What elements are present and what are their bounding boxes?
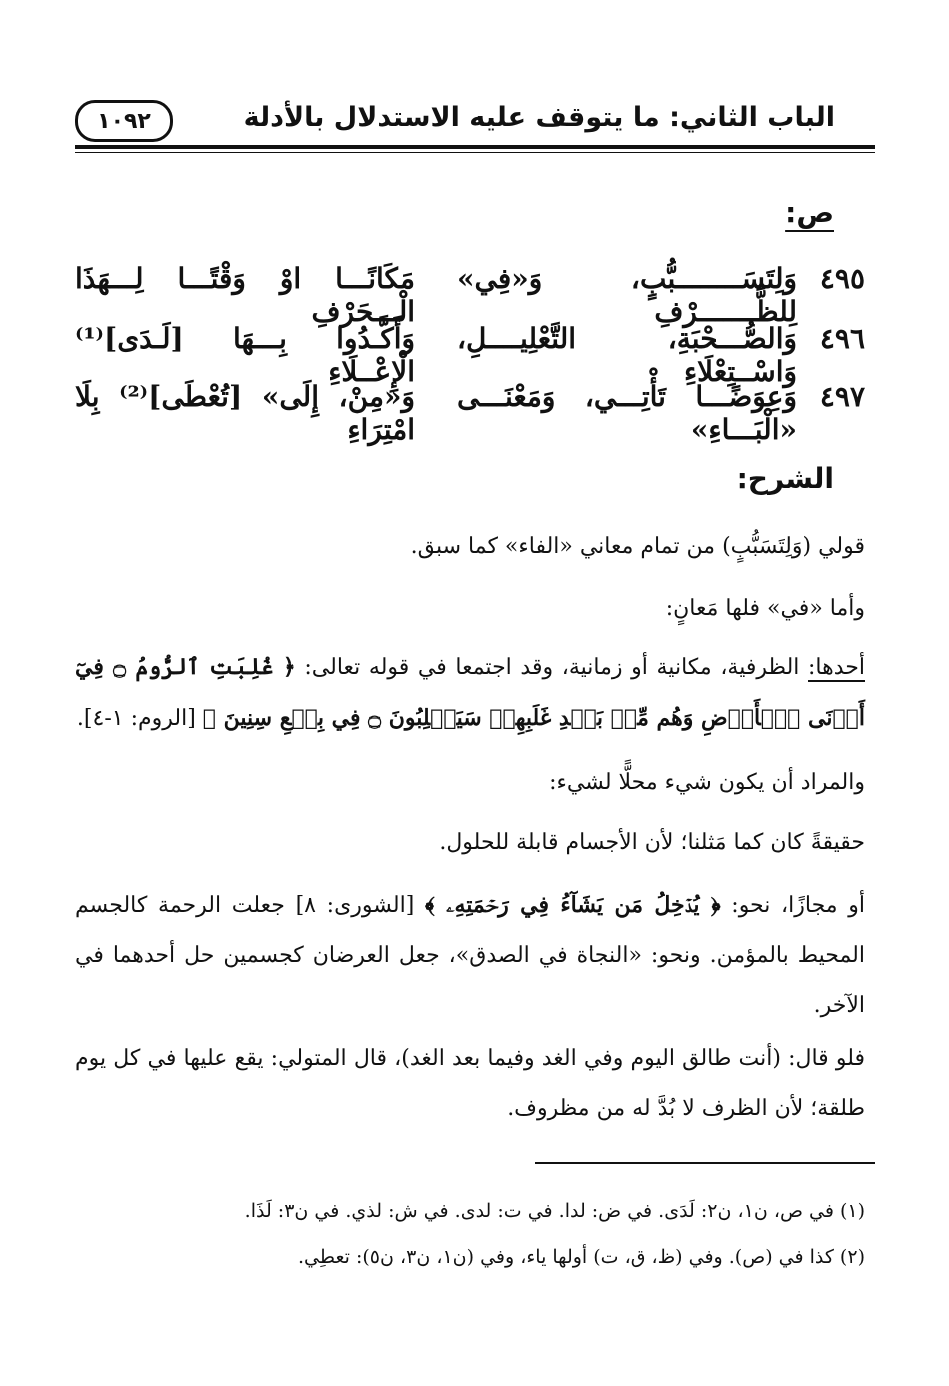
verse-line — [75, 322, 865, 388]
verse-second-hemistich: وَأَكَّـدُوا بِـــهَا [لَـدَى]⁽¹⁾ الْإِعْــلَاءِ — [75, 322, 415, 388]
header-rule-thick — [75, 145, 875, 149]
page-number: ١٠٩٢ — [75, 100, 173, 142]
footnote: (١) في ص، ن١، ن٢: لَدَى. في ض: لدا. في ت: لدى. في ش: لذي. في ن٣: لَذَا. — [244, 1200, 865, 1222]
verse-first-hemistich: وَالصُّـــحْبَةِ، التَّعْلِيــــلِ، وَاسْــتِعْلَاءِ — [457, 322, 797, 388]
verse-second-hemistich: مَكَانًـــا اوْ وَقْتًـــا لِـــهَذَا الْـــحَرْفِ — [75, 262, 415, 328]
paragraph — [75, 880, 865, 1031]
verse-second-hemistich: وَ«مِنْ، إِلَى» [تُعْطَى]⁽²⁾ بِلَا امْتِرَاءِ — [75, 380, 415, 446]
quran-reference: [الروم: ١-٤]. — [76, 706, 203, 731]
verse-number: ٤٩٧ — [819, 380, 865, 413]
verse-first-hemistich: وَعِوَضًـــا تَأْتِـــي، وَمَعْنَـــى «الْبَـــاءِ» — [457, 380, 797, 446]
paragraph — [75, 642, 865, 744]
paragraph-text: [الشورى: ٨] جعلت الرحمة كالجسم المحيط بالمؤمن. ونحو: «النجاة في الصدق»، جعل العرضان كجسمين حل أحدهما في الآخر. — [75, 893, 865, 1018]
quran-quote: ﴿ يُدۡخِلُ مَن يَشَآءُ فِي رَحۡمَتِهِۦ ﴾ — [425, 892, 721, 918]
paragraph-text: أو مجازًا، نحو: — [720, 893, 866, 918]
header-rule-thin — [75, 152, 875, 153]
verse-number: ٤٩٥ — [819, 262, 865, 295]
footnote-separator — [535, 1162, 875, 1164]
paragraph: والمراد أن يكون شيء محلًّا لشيء: — [549, 770, 865, 795]
verse-line — [75, 380, 865, 446]
sharh-label: الشرح: — [736, 462, 834, 495]
running-title: الباب الثاني: ما يتوقف عليه الاستدلال بالأدلة — [243, 102, 835, 133]
verse-first-hemistich: وَلِتَسَــــــــبُّبٍ، وَ«فِي» لِلظَّـــــــرْفِ — [457, 262, 797, 328]
paragraph-text: الظرفية، مكانية أو زمانية، وقد اجتمعا في قوله تعالى: — [295, 655, 809, 680]
footnote: (٢) كذا في (ص). وفي (ظ، ق، ت) أولها ياء، وفي (ن١، ن٣، ن٥): تعطِي. — [297, 1246, 865, 1268]
paragraph: فلو قال: (أنت طالق اليوم وفي الغد وفيما بعد الغد)، قال المتولي: يقع عليها في كل يوم طلقة؛ لأن الظرف لا بُدَّ له من مظروف. — [75, 1046, 865, 1121]
page-header — [75, 100, 875, 142]
verse-line — [75, 262, 865, 328]
matn-label: ص: — [785, 196, 834, 229]
verse-number: ٤٩٦ — [819, 322, 865, 355]
paragraph: وأما «في» فلها مَعانٍ: — [665, 596, 865, 621]
paragraph: قولي (وَلِتَسَبُّبٍ) من تمام معاني «الفاء» كما سبق. — [410, 534, 865, 559]
quran-quote: ﴿ غُلِبَتِ ٱلرُّومُ ۝ فِيٓ أَدۡنَى ٱلۡأَرۡضِ وَهُم مِّنۢ بَعۡدِ غَلَبِهِمۡ سَيَغۡلِبُونَ ۝ فِي بِضۡعِ سِنِينَ ﴾ — [75, 654, 865, 731]
paragraph-lead: أحدها: — [808, 655, 865, 680]
paragraph: حقيقةً كان كما مَثلنا؛ لأن الأجسام قابلة للحلول. — [439, 830, 865, 855]
